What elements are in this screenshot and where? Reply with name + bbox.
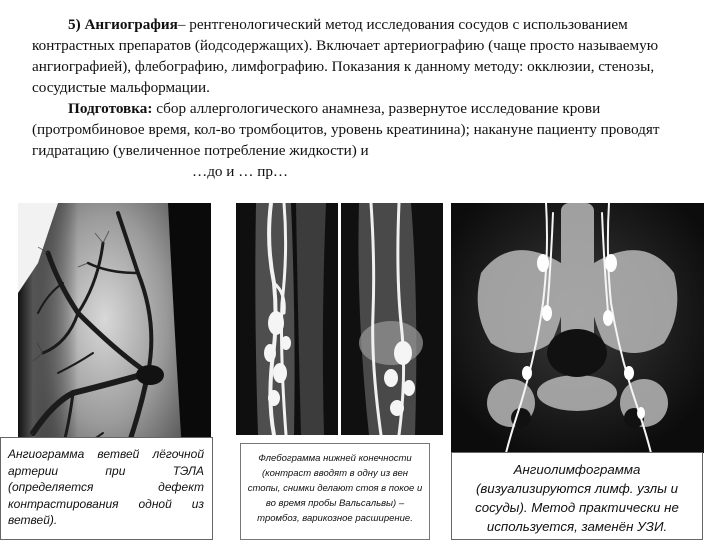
lymphogram-caption: Ангиолимфограмма (визуализируются лимф. узлы и сосуды). Метод практически не используется, заменён УЗИ. bbox=[451, 452, 703, 540]
paragraph-angiography bbox=[32, 14, 692, 98]
pelvic-lymphangiogram-image bbox=[451, 203, 704, 453]
leg-phlebogram-image-1 bbox=[236, 203, 338, 435]
main-text bbox=[32, 14, 692, 182]
paragraph-preparation bbox=[32, 98, 692, 161]
preparation-heading: Подготовка: bbox=[68, 100, 153, 117]
preparation-description: сбор аллергологического анамнеза, развернутое исследование крови (протромбиновое время, кол-во тромбоцитов, уровень креатинина); накануне пациенту проводят гидратацию (увеличенное потребление жидкости) и bbox=[32, 100, 660, 159]
leg-phlebogram-image-2 bbox=[341, 203, 443, 435]
angiography-description: – рентгенологический метод исследования сосудов с использованием контрастных препаратов (йодсодержащих). Включает артериографию (чаще просто называемую ангиографией), флебографию, лимфографию. Показания к данному методу: окклюзии, стенозы, сосудистые мальформации. bbox=[32, 16, 659, 96]
lung-angiogram-caption: Ангиограмма ветвей лёгочной артерии при ТЭЛА (определяется дефект контрастирования одной из ветвей). bbox=[0, 437, 213, 540]
phlebogram-caption: Флебограмма нижней конечности (контраст вводят в одну из вен стопы, снимки делают стоя в покое и во время пробы Вальсальвы) – тромбоз, варикозное расширение. bbox=[240, 443, 430, 540]
angiography-heading: 5) Ангиография bbox=[68, 16, 178, 33]
obscured-line: …до и … пр… bbox=[192, 163, 289, 180]
